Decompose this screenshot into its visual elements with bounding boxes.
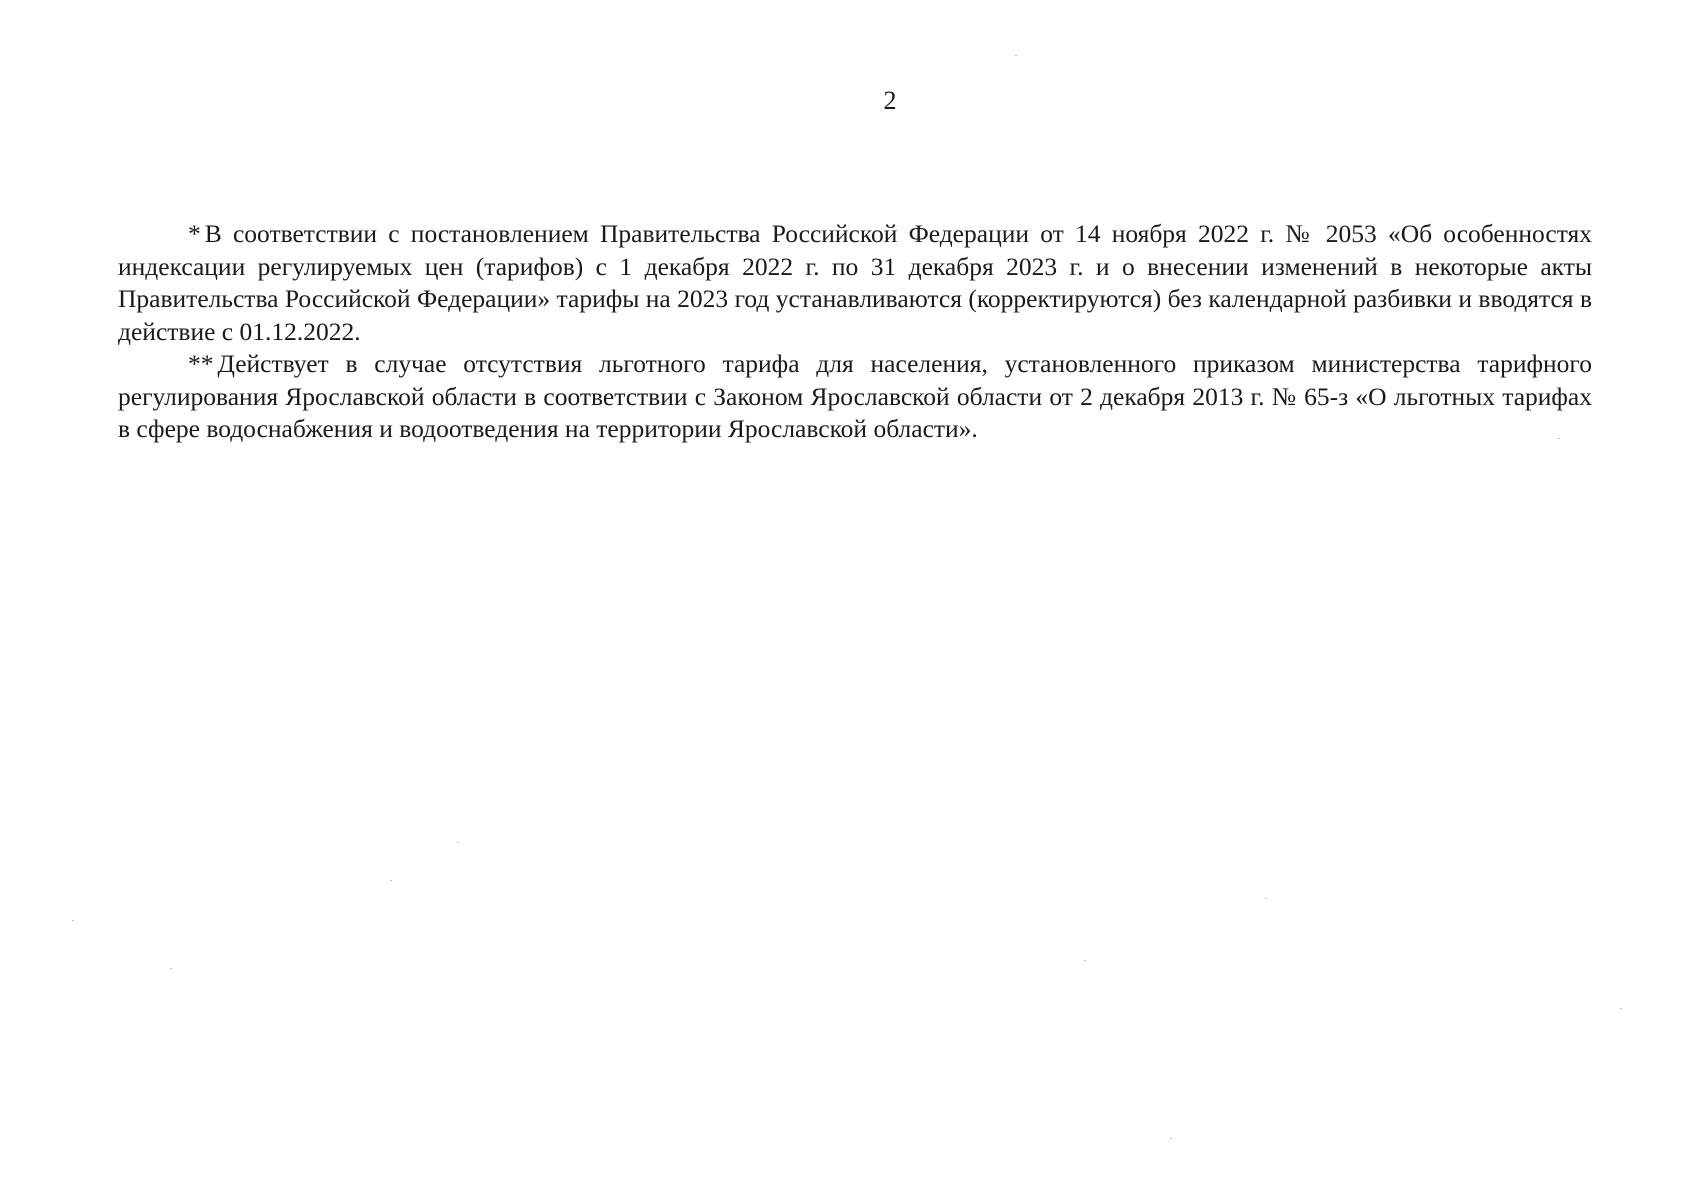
scan-speck — [1620, 1008, 1622, 1009]
page-number: 2 — [883, 86, 897, 115]
footnotes-section — [118, 218, 1592, 446]
footnote-2 — [118, 348, 1592, 446]
footnote-1-marker: * — [188, 219, 201, 248]
footnote-1 — [118, 218, 1592, 348]
scan-speck — [1558, 438, 1560, 439]
footnote-2-text: Действует в случае отсутствия льготного тарифа для населения, установленного приказом министерства тарифного регулирования Ярославской области в соответствии с Законом Ярославской области от 2 декабря 2013 г. № 65-з «О льготных тарифах в сфере водоснабжения и водоотведения на территории Ярославской области». — [118, 349, 1592, 443]
footnote-1-text: В соответствии с постановлением Правительства Российской Федерации от 14 ноября 2022 г. № 2053 «Об особенностях индексации регулируемых цен (тарифов) с 1 декабря 2022 г. по 31 декабря 2023 г. и о внесении изменений в некоторые акты Правительства Российской Федерации» тарифы на 2023 год устанавливаются (корректируются) без календарной разбивки и вводятся в действие с 01.12.2022. — [118, 219, 1592, 346]
scan-speck — [170, 968, 172, 969]
footnote-2-marker: ** — [188, 349, 214, 378]
scan-speck — [1084, 960, 1086, 961]
scan-speck — [1170, 1138, 1172, 1139]
scan-speck — [390, 880, 392, 881]
scan-speck — [457, 842, 459, 843]
scan-speck — [1265, 898, 1267, 899]
scan-speck — [1015, 55, 1017, 56]
scan-speck — [72, 920, 74, 921]
